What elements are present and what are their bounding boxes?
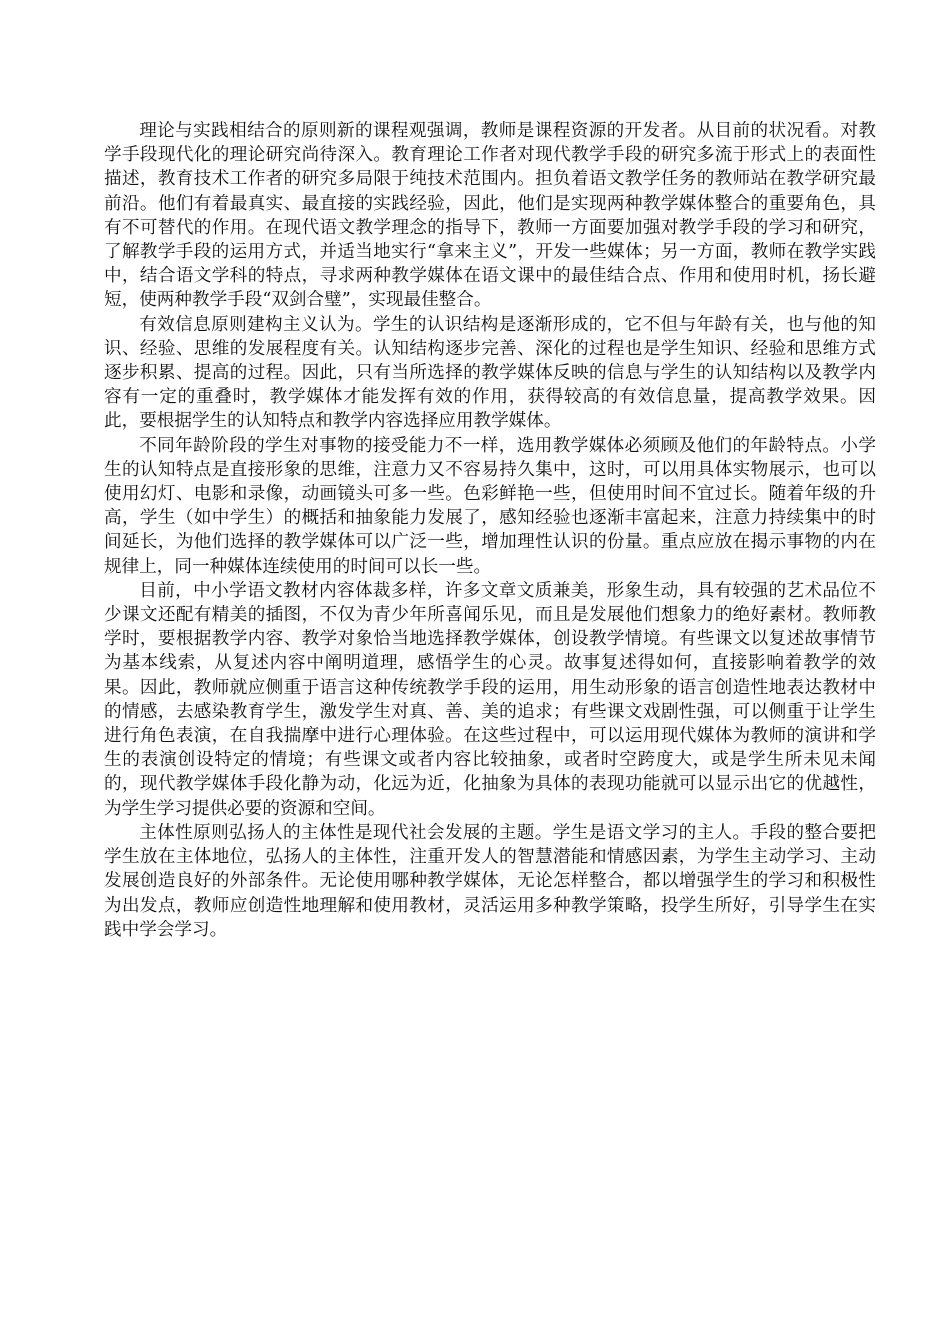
paragraph-theory-practice: 理论与实践相结合的原则新的课程观强调，教师是课程资源的开发者。从目前的状况看。对教学手段现代化的理论研究尚待深入。教育理论工作者对现代教学手段的研究多流于形式上的表面性描述，教育技术工作者的研究多局限于纯技术范围内。担负着语文教学任务的教师站在教学研究最前沿。他们有着最真实、最直接的实践经验，因此，他们是实现两种教学媒体整合的重要角色，具有不可替代的作用。在现代语文教学理念的指导下，教师一方面要加强对教学手段的学习和研究，了解教学手段的运用方式，并适当地实行“拿来主义”，开发一些媒体；另一方面，教师在教学实践中，结合语文学科的特点，寻求两种教学媒体在语文课中的最佳结合点、作用和使用时机，扬长避短，使两种教学手段“双剑合璧”，实现最佳整合。 bbox=[104, 121, 876, 311]
paragraph-textbook-media: 目前，中小学语文教材内容体裁多样，许多文章文质兼美，形象生动，具有较强的艺术品位不少课文还配有精美的插图，不仅为青少年所喜闻乐见，而且是发展他们想象力的绝好素材。教师教学时，要根据教学内容、教学对象恰当地选择教学媒体，创设教学情境。有些课文以复述故事情节为基本线索，从复述内容中阐明道理，感悟学生的心灵。故事复述得如何，直接影响着教学的效果。因此，教师就应侧重于语言这种传统教学手段的运用，用生动形象的语言创造性地表达教材中的情感，去感染教育学生，激发学生对真、善、美的追求；有些课文戏剧性强，可以侧重于让学生进行角色表演，在自我揣摩中进行心理体验。在这些过程中，可以运用现代媒体为教师的演讲和学生的表演创设特定的情境；有些课文或者内容比较抽象，或者时空跨度大，或是学生所未见未闻的，现代教学媒体手段化静为动，化远为近，化抽象为具体的表现功能就可以显示出它的优越性，为学生学习提供必要的资源和空间。 bbox=[104, 580, 876, 819]
paragraph-age-differences: 不同年龄阶段的学生对事物的接受能力不一样，选用教学媒体必须顾及他们的年龄特点。小学生的认知特点是直接形象的思维，注意力又不容易持久集中，这时，可以用具体实物展示，也可以使用幻灯、电影和录像，动画镜头可多一些。色彩鲜艳一些，但使用时间不宜过长。随着年级的升高，学生（如中学生）的概括和抽象能力发展了，感知经验也逐渐丰富起来，注意力持续集中的时间延长，为他们选择的教学媒体可以广泛一些，增加理性认识的份量。重点应放在揭示事物的内在规律上，同一种媒体连续使用的时间可以长一些。 bbox=[104, 435, 876, 577]
paragraph-effective-information: 有效信息原则建构主义认为。学生的认识结构是逐渐形成的，它不但与年龄有关，也与他的知识、经验、思维的发展程度有关。认知结构逐步完善、深化的过程也是学生知识、经验和思维方式逐步积累、提高的过程。因此，只有当所选择的教学媒体反映的信息与学生的认知结构以及教学内容有一定的重叠时，教学媒体才能发挥有效的作用，获得较高的有效信息量，提高教学效果。因此，要根据学生的认知特点和教学内容选择应用教学媒体。 bbox=[104, 314, 876, 432]
document-body bbox=[104, 119, 876, 942]
paragraph-subjectivity-principle: 主体性原则弘扬人的主体性是现代社会发展的主题。学生是语文学习的主人。手段的整合要把学生放在主体地位，弘扬人的主体性，注重开发人的智慧潜能和情感因素，为学生主动学习、主动发展创造良好的外部条件。无论使用哪种教学媒体，无论怎样整合，都以增强学生的学习和积极性为出发点，教师应创造性地理解和使用教材，灵活运用多种教学策略，投学生所好，引导学生在实践中学会学习。 bbox=[104, 822, 876, 940]
